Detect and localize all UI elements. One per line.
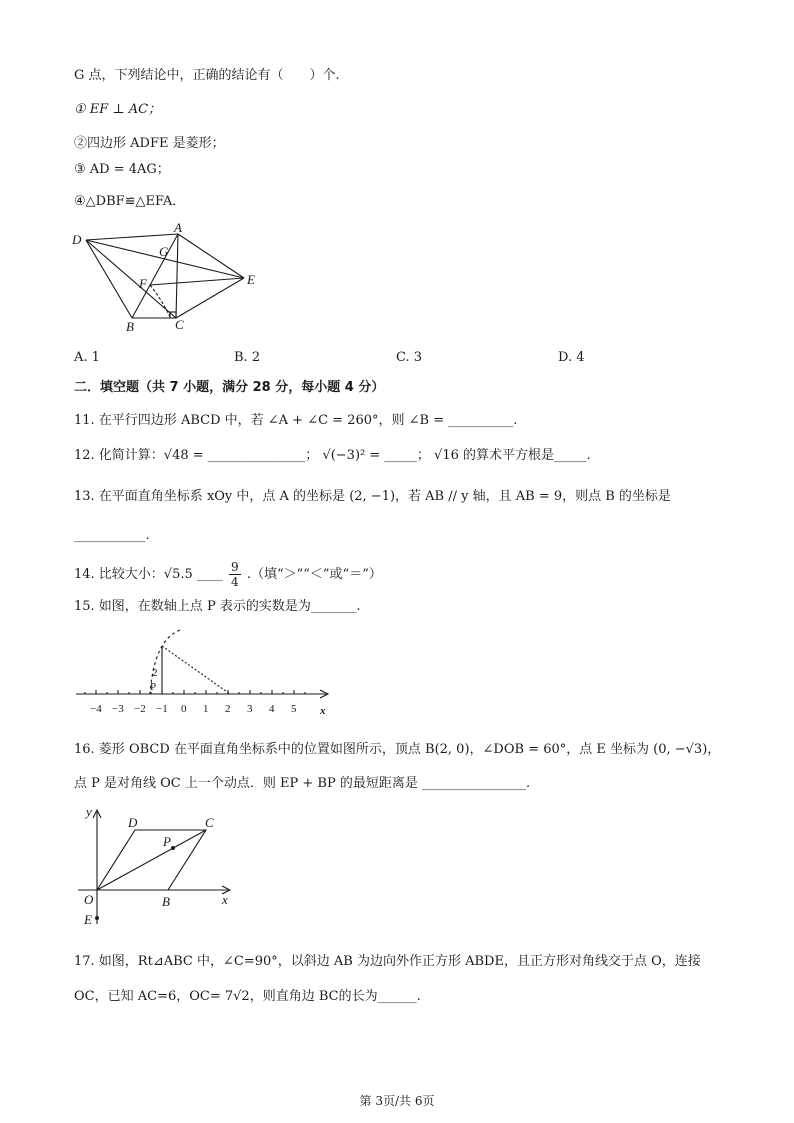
hypotenuse-dotted	[162, 646, 230, 694]
label-E: E	[84, 912, 92, 927]
fig-label-G: G	[159, 244, 169, 259]
q12-prefix: 12. 化简计算：√48 = _______________；	[74, 448, 319, 463]
section-2-heading: 二．填空题（共 7 小题，满分 28 分，每小题 4 分）	[74, 380, 385, 395]
seg-DA	[86, 234, 178, 240]
label-B: B	[162, 894, 170, 909]
question-17-line-2: OC，已知 AC=6，OC= 7√2，则直角边 BC的长为______.	[74, 989, 421, 1004]
question-16-line-1: 16. 菱形 OBCD 在平面直角坐标系中的位置如图所示，顶点 B(2, 0)，∠DOB = 60°，点 E 坐标为 (0, −√3)，	[74, 742, 721, 757]
rhombus-figure	[78, 804, 248, 932]
q10-statement-2: ②四边形 ADFE 是菱形；	[74, 136, 225, 151]
point-P-dot	[171, 846, 175, 850]
seg-DB	[86, 240, 132, 318]
number-line-tick-label: −2	[134, 703, 146, 715]
fig-label-A: A	[174, 222, 182, 235]
q14-compare: 14. 比较大小：√5.5 ____	[74, 567, 223, 582]
number-line-tick-label: −3	[112, 703, 124, 715]
question-13-line-1: 13. 在平面直角坐标系 xOy 中，点 A 的坐标是 (2, −1)，若 AB // y 轴，且 AB = 9，则点 B 的坐标是	[74, 489, 671, 504]
number-line-tick-label: 1	[203, 703, 209, 715]
arc-dashed	[150, 285, 170, 317]
question-11: 11. 在平行四边形 ABCD 中，若 ∠A + ∠C = 260°，则 ∠B = __________.	[74, 413, 518, 428]
point-E-dot	[95, 916, 99, 920]
q10-statement-1: ① EF ⊥ AC；	[74, 102, 162, 117]
seg-CE	[176, 278, 244, 318]
number-line-tick-label: 0	[181, 703, 187, 715]
number-line-figure	[70, 626, 340, 718]
q10-intro: G 点，下列结论中，正确的结论有（ ）个.	[74, 68, 340, 83]
question-15: 15. 如图，在数轴上点 P 表示的实数是为_______.	[74, 599, 361, 614]
q10-figure	[66, 222, 266, 334]
q12-suffix: √16 的算术平方根是_____.	[434, 448, 591, 463]
fraction-numerator: 9	[231, 560, 239, 574]
option-b: B. 2	[234, 350, 261, 365]
q10-statement-4: ④△DBF≌△EFA．	[74, 194, 186, 209]
seg-AC	[176, 234, 178, 318]
fraction-nine-fourths	[229, 560, 241, 589]
question-12	[74, 446, 591, 466]
label-D: D	[128, 815, 138, 830]
number-line-tick-label: 4	[269, 703, 275, 715]
number-line-tick-label: 3	[247, 703, 253, 715]
q10-statement-3: ③ AD = 4AG；	[74, 162, 170, 177]
label-x: x	[222, 892, 228, 907]
axis-label-x: x	[320, 705, 326, 717]
fig-label-B: B	[126, 319, 134, 334]
seg-FE	[150, 278, 244, 285]
question-16-line-2: 点 P 是对角线 OC 上一个动点．则 EP + BP 的最短距离是 ________________.	[74, 776, 531, 791]
fig-label-C: C	[175, 317, 184, 332]
label-O: O	[84, 892, 94, 907]
label-y: y	[86, 804, 92, 819]
fraction-denominator: 4	[231, 575, 239, 589]
number-line-tick-label: 5	[291, 703, 297, 715]
option-c: C. 3	[396, 350, 423, 365]
label-two: 2	[152, 667, 158, 679]
number-line-tick-label: −1	[156, 703, 168, 715]
question-17-line-1: 17. 如图，Rt⊿ABC 中，∠C=90°，以斜边 AB 为边向外作正方形 ABDE，且正方形对角线交于点 O，连接	[74, 954, 701, 969]
number-line-tick-label: 2	[225, 703, 231, 715]
label-P: P	[150, 681, 157, 693]
label-P: P	[163, 834, 171, 849]
fig-label-E: E	[247, 272, 255, 287]
fig-label-D: D	[72, 232, 82, 247]
question-14	[74, 560, 382, 590]
page-footer: 第 3页/共 6页	[359, 1094, 435, 1108]
number-line-tick-label: −4	[90, 703, 102, 715]
fig-label-F: F	[139, 276, 147, 291]
label-C: C	[205, 815, 214, 830]
option-a: A. 1	[74, 350, 100, 365]
seg-AE	[178, 234, 244, 278]
diagonal-OC	[97, 830, 206, 890]
option-d: D. 4	[558, 350, 585, 365]
q14-instruction: .（填“＞”“＜”或“＝”）	[246, 567, 382, 582]
q12-mid: √(−3)² = _____；	[322, 448, 430, 463]
question-13-line-2: ___________.	[74, 528, 150, 543]
